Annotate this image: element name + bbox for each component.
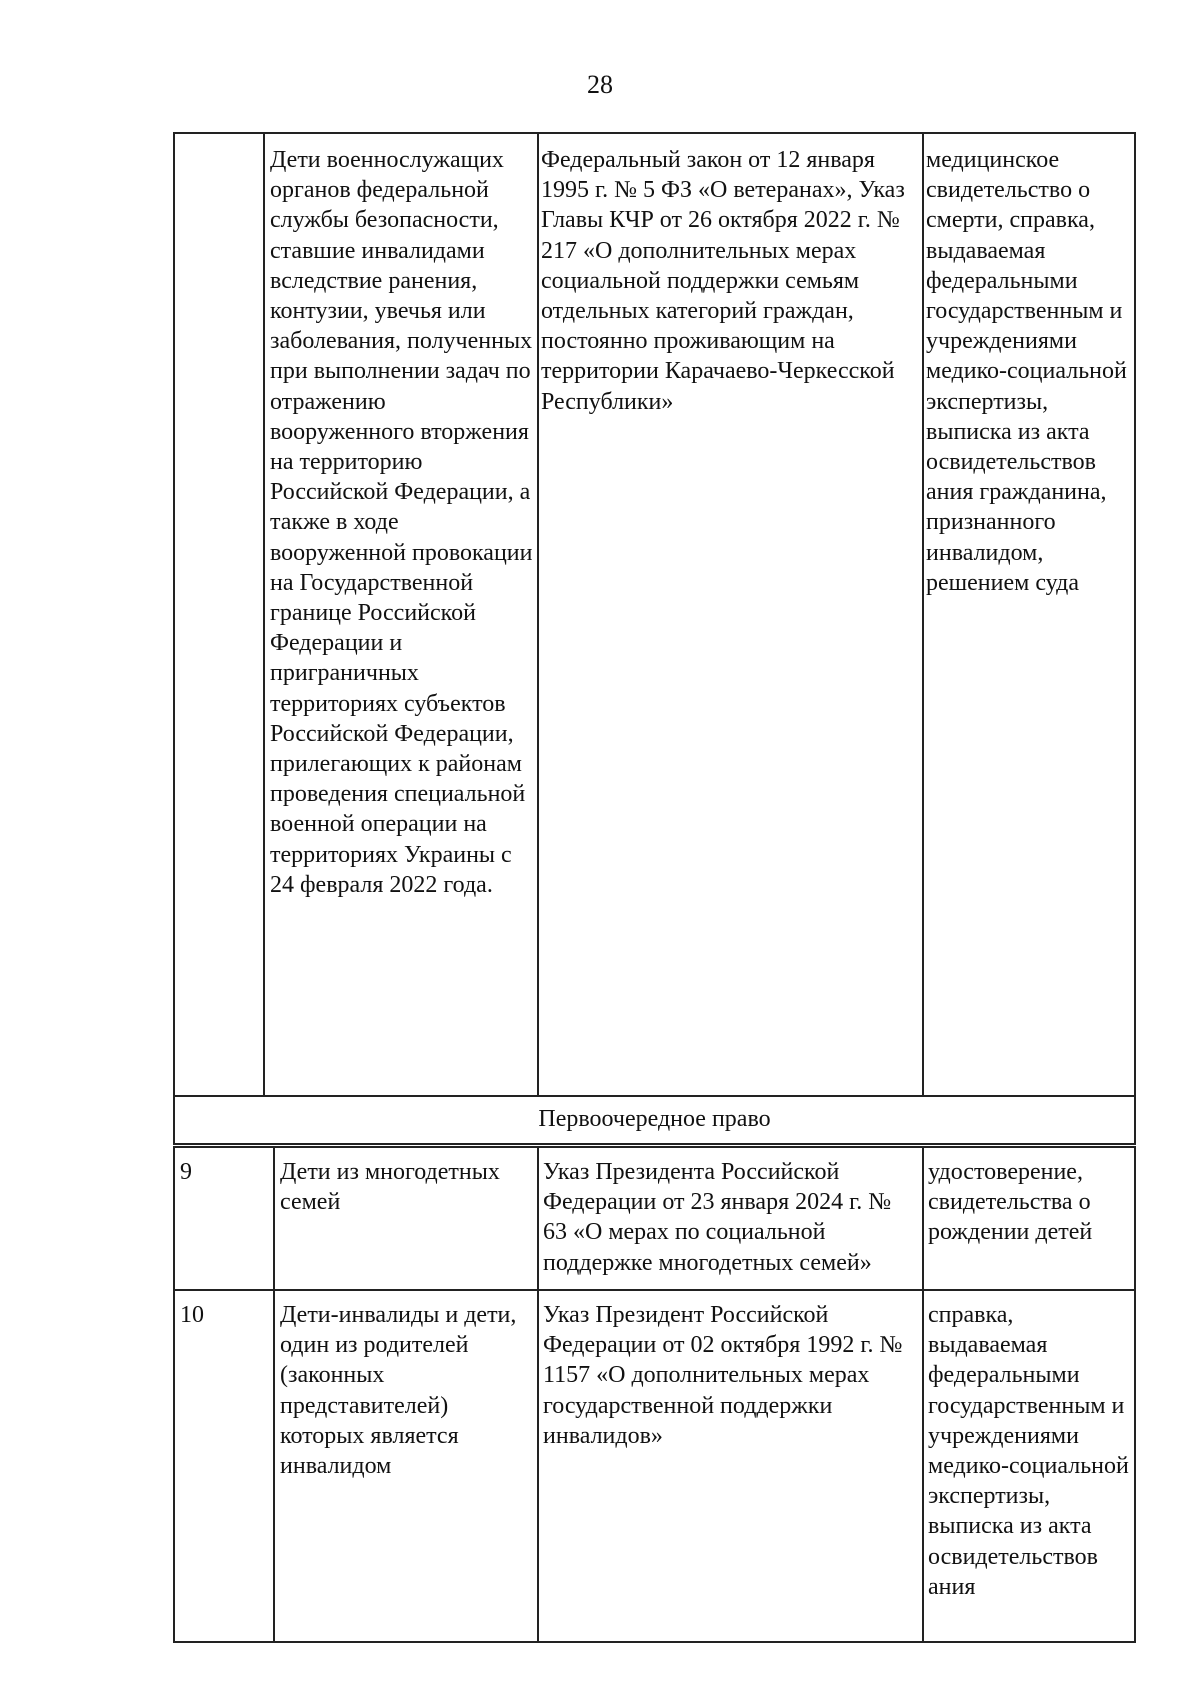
table-border — [173, 1641, 1136, 1643]
documents-cell: справка, выдаваемая федеральными государственным и учреждениями медико-социальной экспертизы, выписка из акта освидетельствов ания — [928, 1302, 1129, 1600]
table-border — [173, 1143, 1136, 1145]
table-border — [173, 1289, 1136, 1291]
table-border — [273, 1146, 275, 1643]
table-border — [922, 1146, 924, 1643]
legal-basis-cell: Указ Президент Российской Федерации от 02 октября 1992 г. № 1157 «О дополнительных мерах государственной поддержки инвалидов» — [543, 1302, 903, 1449]
table-border — [173, 132, 1136, 134]
legal-basis-cell: Указ Президента Российской Федерации от 23 января 2024 г. № 63 «О мерах по социальной поддержке многодетных семей» — [543, 1159, 892, 1276]
table-border — [263, 132, 265, 1096]
table-border — [537, 1146, 539, 1643]
documents-cell: медицинское свидетельство о смерти, справка, выдаваемая федеральными государственным и учреждениями медико-социальной экспертизы, выписка из акта освидетельствов ания гражданина, признанного инвалидом, решением суда — [926, 147, 1127, 596]
page-number: 28 — [587, 70, 613, 99]
table-border — [1134, 1146, 1136, 1643]
row-number-cell: 9 — [180, 1159, 192, 1185]
table-border — [537, 132, 539, 1096]
table-border — [922, 132, 924, 1096]
row-number-cell: 10 — [180, 1302, 204, 1328]
section-title: Первоочередное право — [538, 1106, 771, 1132]
table-border — [173, 1095, 1136, 1097]
table-border — [173, 132, 175, 1144]
legal-basis-cell: Федеральный закон от 12 января 1995 г. № 5 ФЗ «О ветеранах», Указ Главы КЧР от 26 октября 2022 г. № 217 «О дополнительных мерах социальной поддержки семьям отдельных категорий граждан, постоянно проживающим на территории Карачаево-Черкесской Республики» — [541, 147, 905, 415]
table-border — [1134, 132, 1136, 1144]
documents-cell: удостоверение, свидетельства о рождении детей — [928, 1159, 1093, 1246]
table-border — [173, 1146, 175, 1643]
table-border — [173, 1146, 1136, 1148]
category-cell: Дети военнослужащих органов федеральной службы безопасности, ставшие инвалидами вследствие ранения, контузии, увечья или заболевания, полученных при выполнении задач по отражению вооруженного вторжения на территорию Российской Федерации, а также в ходе вооруженной провокации на Государственной границе Российской Федерации и приграничных территориях субъектов Российской Федерации, прилегающих к районам проведения специальной военной операции на территориях Украины с 24 февраля 2022 года. — [270, 147, 533, 898]
category-cell: Дети-инвалиды и дети, один из родителей (законных представителей) которых является инвалидом — [280, 1302, 517, 1480]
category-cell: Дети из многодетных семей — [280, 1159, 500, 1216]
